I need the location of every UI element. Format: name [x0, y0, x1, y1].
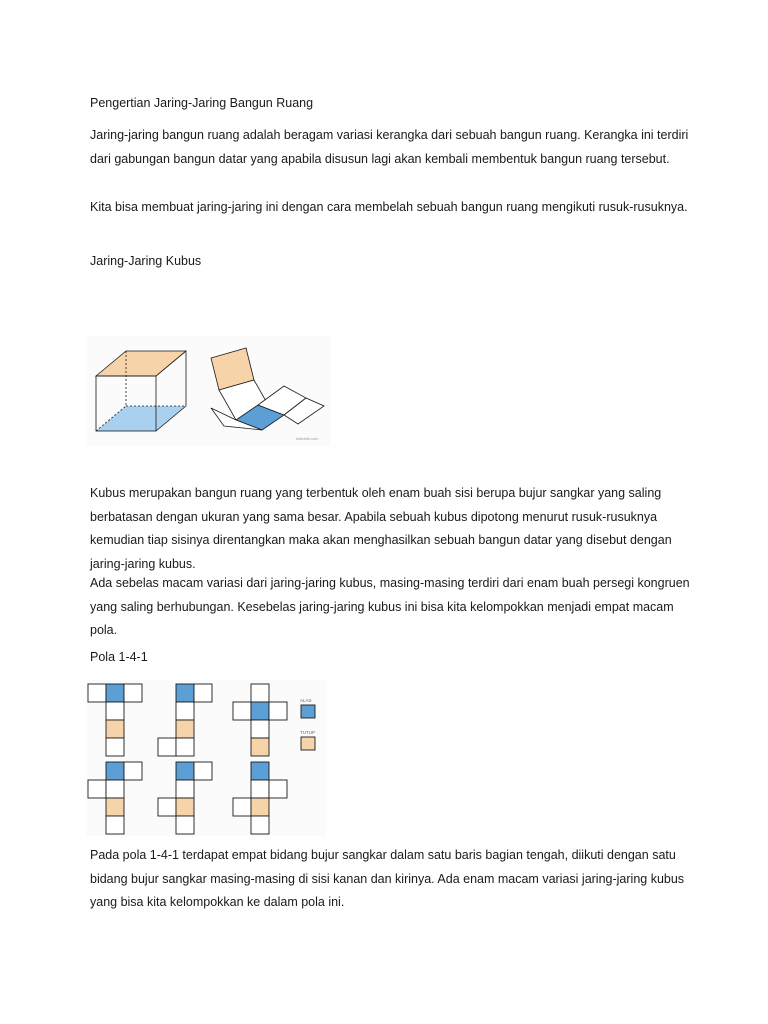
paragraph-variasi: Ada sebelas macam variasi dari jaring-jaring kubus, masing-masing terdiri dari enam buah persegi kongruen yang saling berhubungan. Kesebelas jaring-jaring kubus ini bisa kita kelompokkan menjadi empat macam pola.	[90, 576, 690, 637]
figure-cube-unfolding	[86, 336, 331, 446]
cube-nets-illustration	[86, 680, 326, 836]
paragraph-pola-141: Pada pola 1-4-1 terdapat empat bidang bujur sangkar dalam satu baris bagian tengah, diikuti dengan satu bidang bujur sangkar masing-masing di sisi kanan dan kirinya. Ada enam macam variasi jaring-jaring kubus yang bisa kita kelompokkan ke dalam pola ini.	[90, 848, 685, 909]
paragraph-method: Kita bisa membuat jaring-jaring ini dengan cara membelah sebuah bangun ruang mengikuti rusuk-rusuknya.	[90, 200, 688, 214]
heading-pola-141: Pola 1-4-1	[90, 650, 148, 664]
legend-tutup-swatch	[301, 737, 315, 750]
paragraph-kubus: Kubus merupakan bangun ruang yang terbentuk oleh enam buah sisi berupa bujur sangkar yang saling berbatasan dengan ukuran yang sama besar. Apabila sebuah kubus dipotong menurut rusuk-rusuknya kemudian tiap sisinya direntangkan maka akan menghasilkan sebuah bangun datar yang disebut dengan jaring-jaring kubus.	[90, 486, 672, 571]
paragraph-definition: Jaring-jaring bangun ruang adalah beragam variasi kerangka dari sebuah bangun ruang. Kerangka ini terdiri dari gabungan bangun datar yang apabila disusun lagi akan kembali membentuk bangun ruang tersebut.	[90, 128, 689, 166]
document-title: Pengertian Jaring-Jaring Bangun Ruang	[90, 96, 314, 110]
legend-tutup-label: TUTUP	[300, 730, 315, 735]
figure-pola-141-nets	[86, 680, 326, 836]
legend-alas-label: ALAS	[300, 698, 312, 703]
cube-unfolding-illustration	[86, 336, 331, 446]
figure-watermark: tolltobib.com	[296, 436, 319, 441]
legend-alas-swatch	[301, 705, 315, 718]
heading-jaring-kubus: Jaring-Jaring Kubus	[90, 254, 202, 268]
